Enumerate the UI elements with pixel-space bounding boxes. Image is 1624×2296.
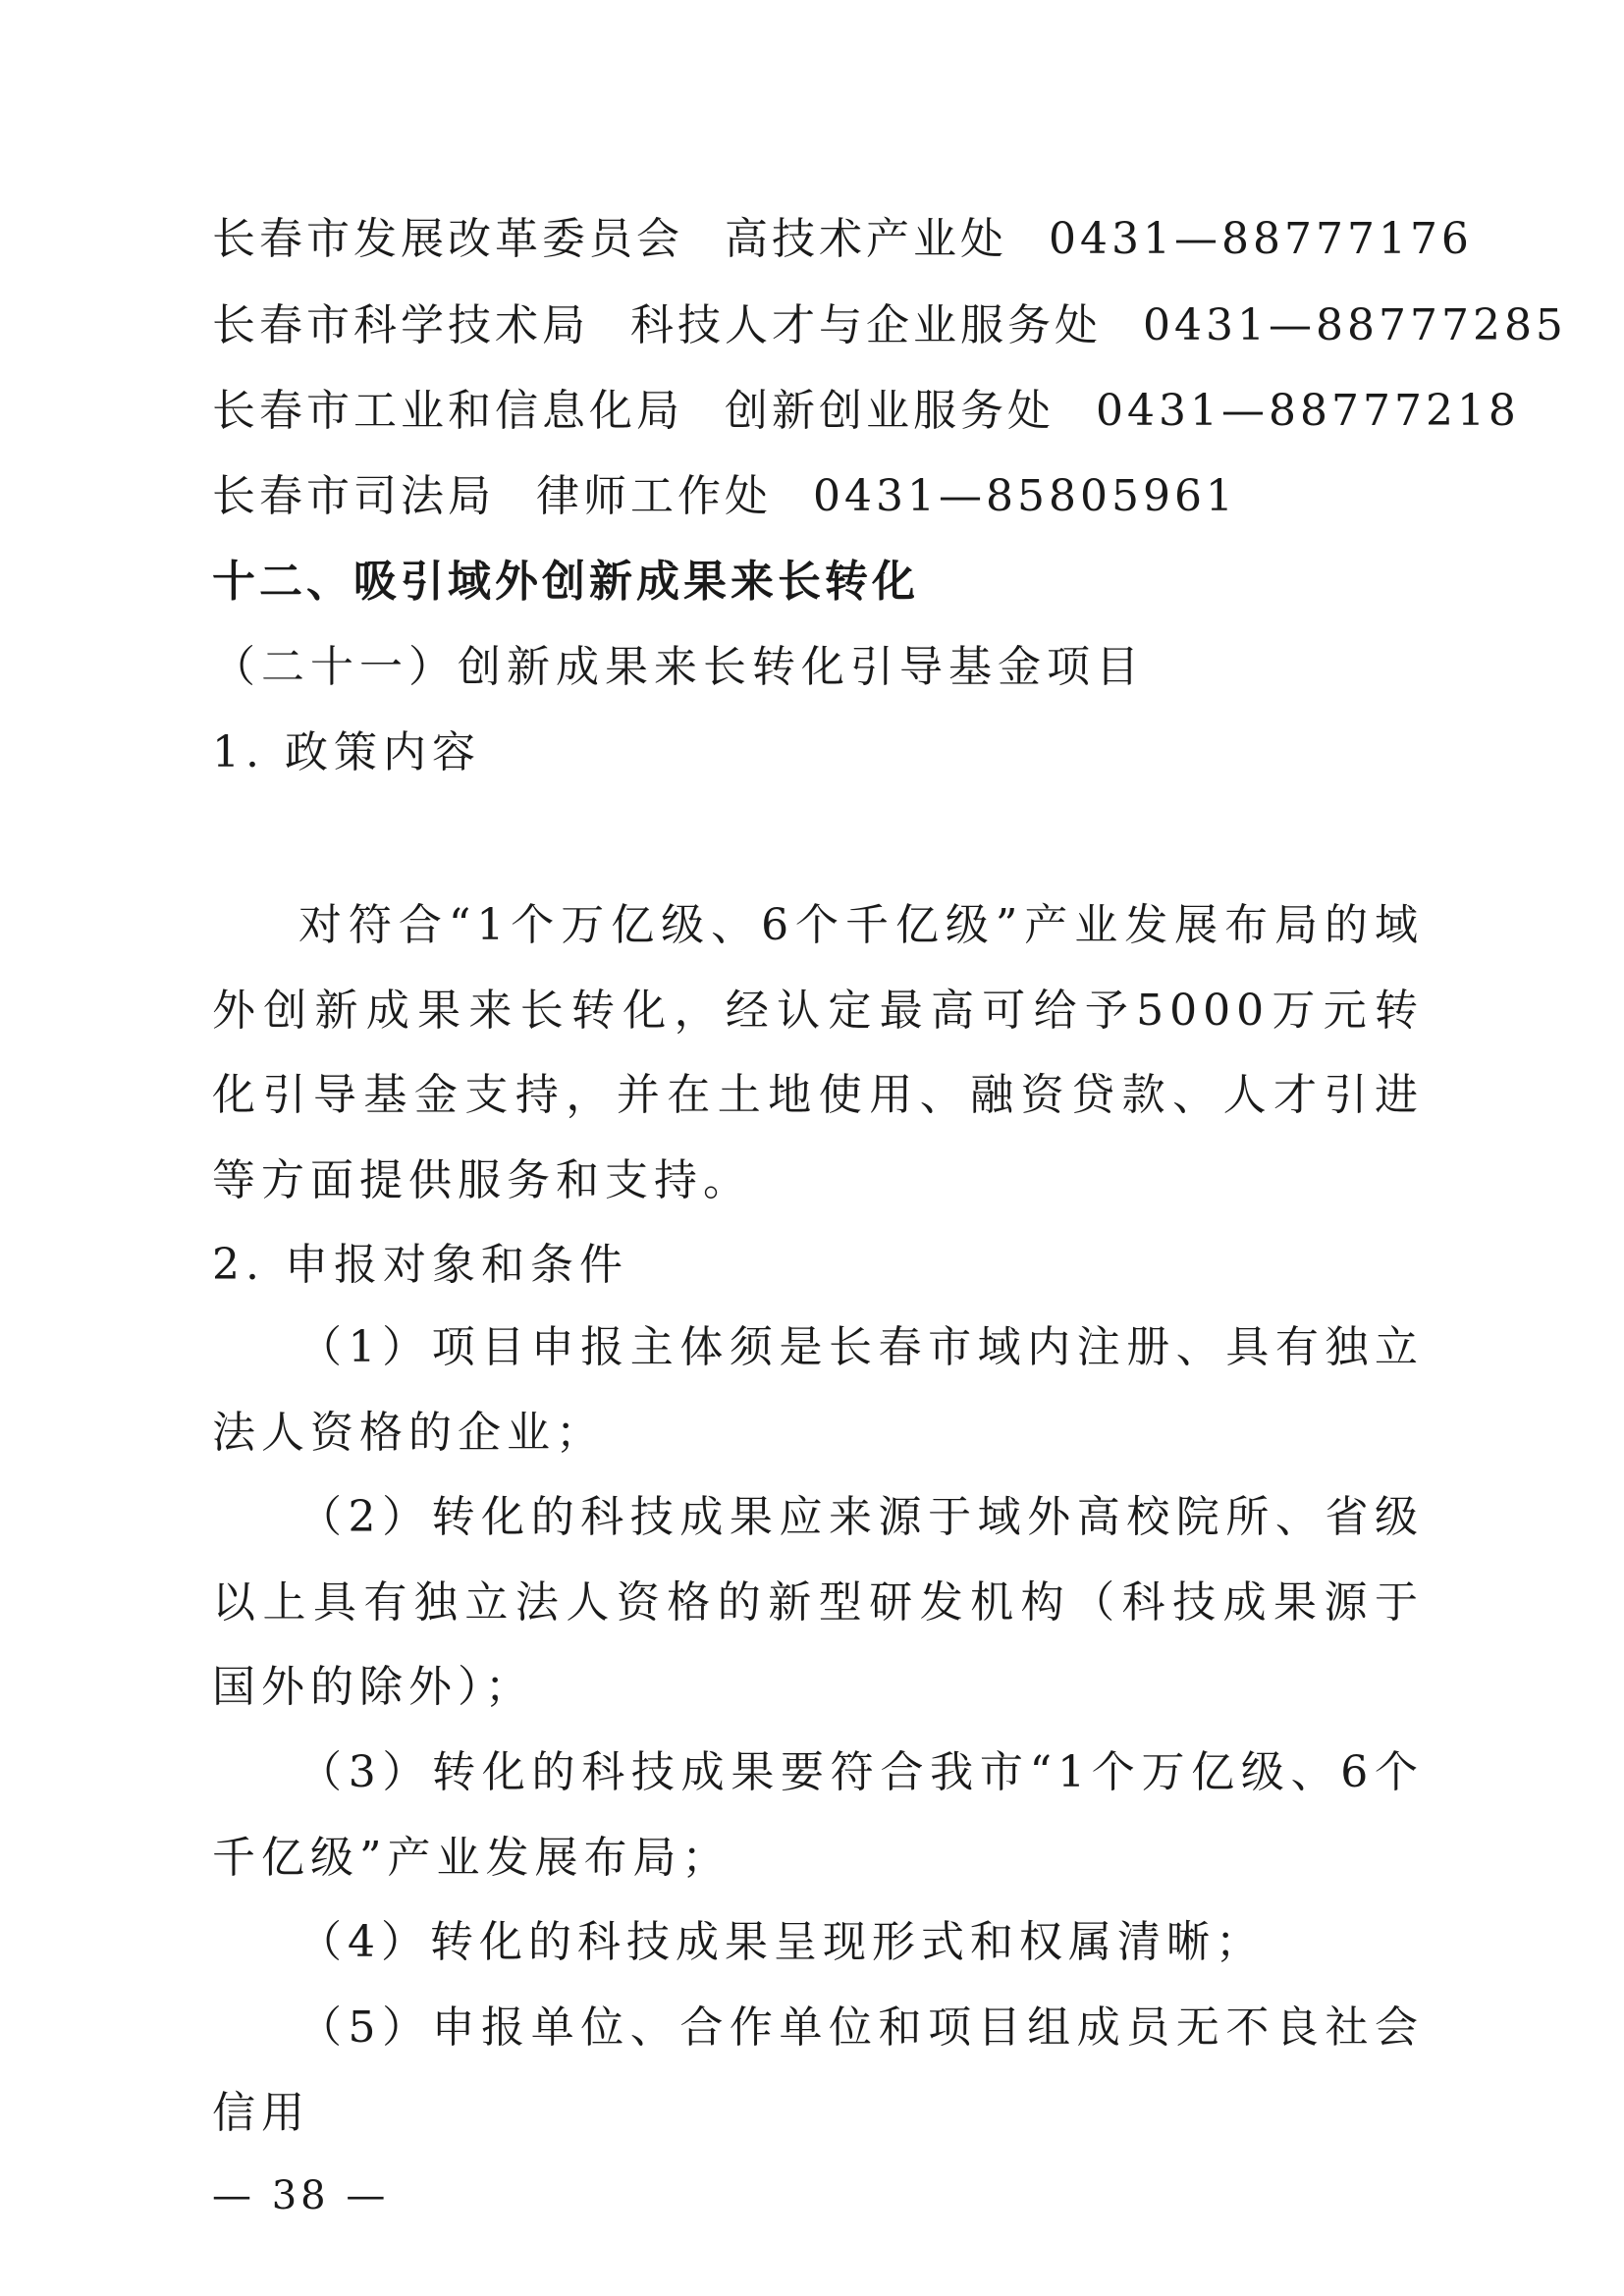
condition-paragraph: （3）转化的科技成果要符合我市“1个万亿级、6个千亿级”产业发展布局； xyxy=(212,1747,1424,1883)
contact-phone: 0431—85805961 xyxy=(813,471,1237,521)
contact-dept: 律师工作处 xyxy=(536,471,772,521)
contact-org: 长春市工业和信息化局 xyxy=(212,386,683,436)
contact-org: 长春市司法局 xyxy=(212,471,495,521)
condition-paragraph: （4）转化的科技成果呈现形式和权属清晰； xyxy=(298,1917,1265,1967)
contact-line xyxy=(212,467,1237,526)
contact-line xyxy=(212,210,1473,269)
contact-dept: 科技人才与企业服务处 xyxy=(630,300,1102,350)
contact-phone: 0431—88777218 xyxy=(1096,386,1520,436)
contact-org: 长春市发展改革委员会 xyxy=(212,214,683,264)
contact-phone: 0431—88777176 xyxy=(1049,214,1473,264)
contact-phone: 0431—88777285 xyxy=(1143,300,1567,350)
contact-line xyxy=(212,296,1567,355)
contact-dept: 创新创业服务处 xyxy=(725,386,1055,436)
policy-paragraph: 对符合“1个万亿级、6个千亿级”产业发展布局的域外创新成果来长转化，经认定最高可给予5000万元转化引导基金支持，并在土地使用、融资贷款、人才引进等方面提供服务和支持。 xyxy=(212,900,1424,1205)
item-title: 2. 申报对象和条件 xyxy=(212,1240,628,1290)
page-number: — 38 — xyxy=(212,2173,390,2218)
contact-line xyxy=(212,382,1520,441)
condition-paragraph: （2）转化的科技成果应来源于域外高校院所、省级以上具有独立法人资格的新型研发机构（科技成果源于国外的除外）； xyxy=(212,1492,1424,1712)
subsection-heading: （二十一）创新成果来长转化引导基金项目 xyxy=(212,642,1145,692)
section-heading: 十二、吸引域外创新成果来长转化 xyxy=(212,557,919,607)
contact-dept: 高技术产业处 xyxy=(725,214,1007,264)
item-title: 1. 政策内容 xyxy=(212,727,481,777)
condition-paragraph: （1）项目申报主体须是长春市域内注册、具有独立法人资格的企业； xyxy=(212,1322,1424,1458)
contact-org: 长春市科学技术局 xyxy=(212,300,589,350)
condition-paragraph: （5）申报单位、合作单位和项目组成员无不良社会信用 xyxy=(212,2002,1424,2138)
